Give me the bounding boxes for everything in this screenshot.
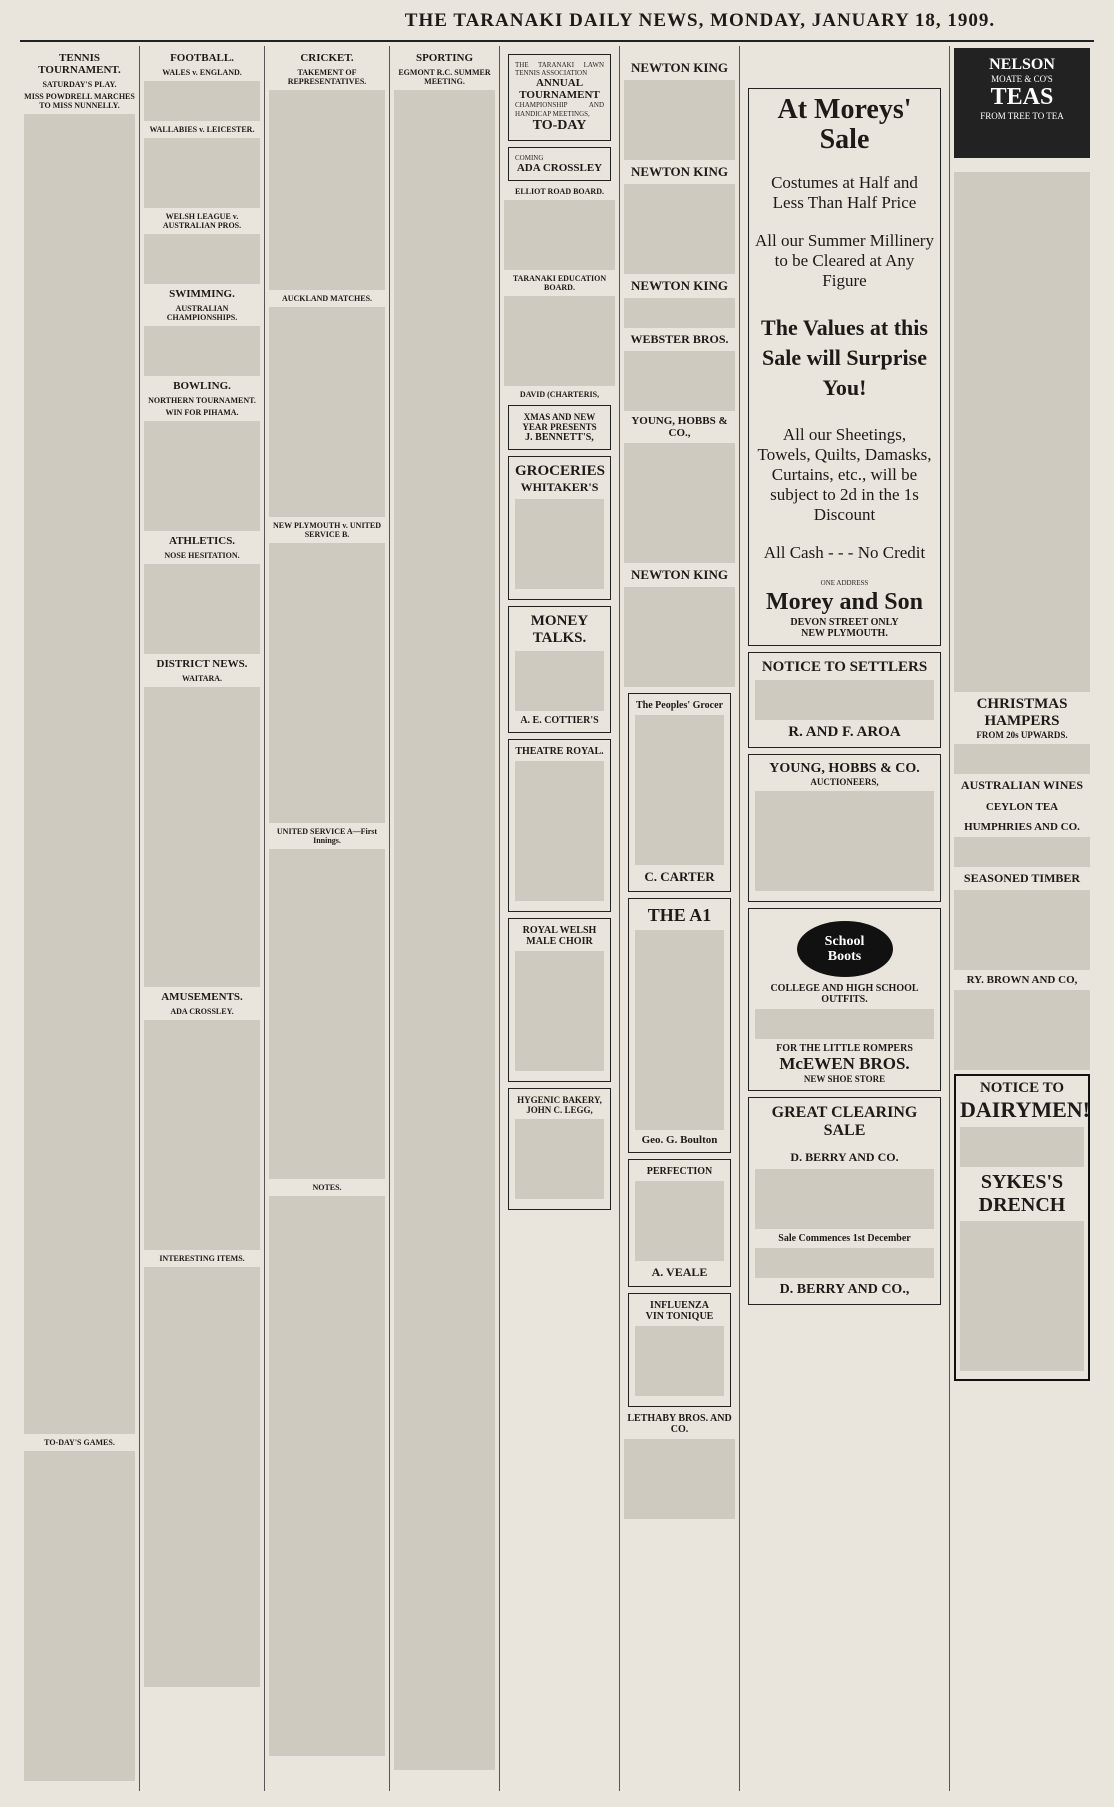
- ad-title: VIN TONIQUE: [645, 1311, 714, 1322]
- ad-title: SYKES'S: [980, 1171, 1064, 1193]
- ad-line: All Cash: [763, 543, 824, 562]
- ad-title: DAIRYMEN!: [960, 1097, 1090, 1122]
- ad-title: WHITAKER'S: [520, 480, 599, 495]
- body-text-block: [269, 90, 385, 290]
- column-cricket: [265, 46, 390, 1791]
- ad-title: C. CARTER: [644, 869, 715, 884]
- body-text-block: [635, 930, 724, 1130]
- body-text-block: [504, 296, 615, 386]
- column-football: [140, 46, 265, 1791]
- ad-title: Morey and Son: [766, 589, 923, 616]
- body-text-block: [635, 1326, 724, 1396]
- subhead: NEW PLYMOUTH v. UNITED SERVICE B.: [272, 521, 382, 539]
- body-text-block: [960, 1127, 1084, 1167]
- body-text-block: [624, 351, 735, 411]
- subhead: ADA CROSSLEY.: [170, 1007, 234, 1016]
- ad-title: PERFECTION: [646, 1166, 713, 1177]
- ad-title: R. AND F. AROA: [788, 724, 901, 741]
- body-text-block: [515, 499, 604, 589]
- ad-line: THE TARANAKI LAWN TENNIS ASSOCIATION: [515, 61, 604, 78]
- body-text-block: [755, 1009, 934, 1039]
- ad-title: ROYAL WELSH MALE CHOIR: [522, 925, 597, 948]
- body-text-block: [624, 80, 735, 160]
- ad-title: THE A1: [647, 905, 712, 925]
- theatre-royal-ad: [508, 739, 611, 912]
- young-hobbs-ad: [748, 754, 941, 902]
- body-text-block: [624, 184, 735, 274]
- body-text-block: [269, 543, 385, 823]
- ad-title: LETHABY BROS. AND CO.: [627, 1413, 732, 1435]
- column-tennis: [20, 46, 140, 1791]
- subhead: NORTHERN TOURNAMENT.: [148, 396, 256, 405]
- ad-title: At Moreys' Sale: [777, 94, 912, 155]
- ad-title: INFLUENZA: [650, 1300, 709, 1311]
- column-moreys-sale: [740, 46, 950, 1791]
- ad-title: The Peoples' Grocer: [635, 700, 724, 711]
- ad-title: JOHN C. LEGG,: [526, 1105, 593, 1116]
- body-text-block: [624, 1439, 735, 1519]
- ad-line: MOATE & CO'S: [991, 74, 1053, 84]
- ad-title: CEYLON TEA: [985, 801, 1059, 813]
- masthead-rule: [20, 40, 1094, 42]
- body-text-block: [144, 1267, 260, 1687]
- amusements-title: AMUSEMENTS.: [161, 991, 243, 1003]
- perfection-ad: [628, 1159, 731, 1287]
- body-text-block: [954, 837, 1090, 867]
- subhead: WALLABIES v. LEICESTER.: [149, 125, 255, 134]
- ad-line: No Credit: [857, 543, 926, 562]
- ad-title: NOTICE TO: [979, 1080, 1065, 1096]
- ad-line: FOR THE LITTLE ROMPERS: [776, 1043, 913, 1055]
- ad-line: CHAMPIONSHIP AND HANDICAP MEETINGS,: [515, 101, 604, 118]
- ad-line: COLLEGE AND HIGH SCHOOL OUTFITS.: [770, 983, 919, 1006]
- ad-title: ELLIOT ROAD BOARD.: [515, 187, 604, 197]
- ad-title: DRENCH: [978, 1194, 1066, 1216]
- body-text-block: [954, 890, 1090, 970]
- ad-line: DEVON STREET ONLY: [790, 617, 899, 629]
- ad-title: THEATRE ROYAL.: [515, 746, 604, 758]
- ad-title: SEASONED TIMBER: [963, 871, 1081, 885]
- ad-title: GROCERIES: [515, 463, 606, 480]
- tennis-headline: MISS POWDRELL MARCHES TO MISS NUNNELLY.: [24, 92, 135, 110]
- column-ads-3: [950, 46, 1094, 1791]
- badge-line: Boots: [827, 949, 862, 965]
- settlers-ad: [748, 652, 941, 748]
- body-text-block: [624, 443, 735, 563]
- body-text-block: [755, 1169, 934, 1229]
- tennis-subtitle: SATURDAY'S PLAY.: [42, 80, 117, 89]
- ad-title: A. E. COTTIER'S: [520, 715, 599, 727]
- body-text-block: [144, 687, 260, 987]
- ad-title: ADA CROSSLEY: [516, 162, 603, 175]
- football-title: FOOTBALL.: [170, 52, 234, 64]
- ad-title: HUMPHRIES AND CO.: [964, 821, 1080, 833]
- ad-title: NOTICE TO SETTLERS: [761, 659, 928, 676]
- body-text-block: [755, 680, 934, 720]
- ad-title: WEBSTER BROS.: [630, 332, 729, 346]
- subhead: NOSE HESITATION.: [164, 551, 240, 560]
- body-text-block: [960, 1221, 1084, 1371]
- body-text-block: [515, 761, 604, 901]
- body-text-block: [635, 1181, 724, 1261]
- ad-line: Costumes at Half and Less Than Half Price: [771, 173, 918, 212]
- ad-title: NEWTON KING: [631, 567, 728, 582]
- badge-line: School: [824, 934, 865, 950]
- ad-line: All our Summer Millinery to be Cleared at Any Figure: [755, 231, 934, 290]
- column-ads-1: [500, 46, 620, 1791]
- ad-title: NEWTON KING: [631, 278, 728, 293]
- body-text-block: [954, 990, 1090, 1070]
- welsh-choir-ad: [508, 918, 611, 1082]
- subhead: WALES v. ENGLAND.: [162, 68, 242, 77]
- ad-line: NEW PLYMOUTH.: [801, 628, 888, 640]
- ad-title: A. VEALE: [651, 1265, 708, 1279]
- influenza-ad: [628, 1293, 731, 1407]
- body-text-block: [755, 1248, 934, 1278]
- ad-title: D. BERRY AND CO.,: [779, 1282, 910, 1298]
- ad-line: FROM 20s UPWARDS.: [976, 730, 1068, 740]
- money-talks-ad: [508, 606, 611, 733]
- swimming-title: SWIMMING.: [169, 288, 235, 300]
- body-text-block: [755, 791, 934, 891]
- subhead: INTERESTING ITEMS.: [159, 1254, 245, 1263]
- body-text-block: [394, 90, 495, 1770]
- masthead: THE TARANAKI DAILY NEWS, MONDAY, JANUARY 18, 1909.: [404, 10, 996, 31]
- a1-stores-ad: [628, 898, 731, 1153]
- subhead: EGMONT R.C. SUMMER MEETING.: [398, 68, 491, 86]
- ad-line: All our Sheetings, Towels, Quilts, Damasks, Curtains, etc., will be subject to 2d in the 1s Discount: [757, 425, 932, 524]
- body-text-block: [624, 298, 735, 328]
- cricket-title: CRICKET.: [300, 52, 354, 64]
- subhead: AUSTRALIAN CHAMPIONSHIPS.: [166, 304, 238, 322]
- column-sporting: [390, 46, 500, 1791]
- ad-line: FROM TREE TO TEA: [980, 111, 1064, 121]
- column-ads-2: [620, 46, 740, 1791]
- ad-title: NEWTON KING: [631, 164, 728, 179]
- ad-title: RY. BROWN AND CO,: [966, 974, 1078, 986]
- body-text-block: [269, 307, 385, 517]
- ad-title: TEAS: [990, 84, 1054, 110]
- sporting-title: SPORTING: [415, 52, 474, 64]
- ad-title: DAVID (CHARTERIS,: [519, 390, 600, 400]
- body-text-block: [515, 1119, 604, 1199]
- ad-title: ANNUAL TOURNAMENT: [519, 77, 600, 102]
- ad-title: TO-DAY: [532, 117, 587, 133]
- subhead: WELSH LEAGUE v. AUSTRALIAN PROS.: [162, 212, 242, 230]
- body-text-block: [954, 744, 1090, 774]
- body-text-block: [144, 138, 260, 208]
- body-text-block: [515, 951, 604, 1071]
- body-text-block: [144, 326, 260, 376]
- body-text-block: [269, 1196, 385, 1756]
- subhead: UNITED SERVICE A—First Innings.: [276, 827, 378, 845]
- ad-line: Sale Commences 1st December: [778, 1233, 911, 1245]
- moreys-sale-ad: At Moreys' Sale Costumes at Half and Less Than Half Price All our Summer Millinery to be Cleared at Any Figure The Values at this Sale will Surprise You! All our Sheetings, Towels, Quilts, Damasks, Curtains, etc., will be subject to 2d in the 1s Discount All Cash - - - No Credit ONE ADDRESS Morey and Son DEVON STREET ONLY NEW PLYMOUTH.: [748, 88, 941, 646]
- school-boots-ad: [748, 908, 941, 1091]
- tea-logo: [954, 48, 1090, 158]
- ad-title: Geo. G. Boulton: [641, 1134, 718, 1146]
- body-text-block: [24, 114, 135, 1434]
- classified-ads-block: [954, 172, 1090, 692]
- bowling-title: BOWLING.: [173, 380, 231, 392]
- ad-title: J. BENNETT'S,: [525, 432, 594, 444]
- body-text-block: [624, 587, 735, 687]
- ad-title: The Values at this Sale will Surprise You!: [761, 315, 928, 400]
- ad-title: D. BERRY AND CO.: [790, 1150, 899, 1165]
- ad-title: YOUNG, HOBBS & CO.,: [631, 415, 728, 439]
- subhead: AUCKLAND MATCHES.: [281, 294, 373, 303]
- school-boots-badge: [797, 921, 893, 977]
- tennis-todays-games: TO-DAY'S GAMES.: [44, 1438, 115, 1447]
- subhead: TAKEMENT OF REPRESENTATIVES.: [287, 68, 367, 86]
- bakery-ad: [508, 1088, 611, 1210]
- ad-title: YOUNG, HOBBS & CO.: [769, 761, 920, 777]
- tea-ad: [954, 48, 1090, 168]
- subhead: NOTES.: [312, 1183, 342, 1192]
- district-news-title: DISTRICT NEWS.: [156, 658, 248, 670]
- ad-title: XMAS AND NEW YEAR PRESENTS: [522, 412, 597, 433]
- tennis-tournament-ad: [508, 54, 611, 141]
- body-text-block: [24, 1451, 135, 1781]
- body-text-block: [504, 200, 615, 270]
- peoples-grocer-ad: [628, 693, 731, 892]
- subhead: WIN FOR PIHAMA.: [165, 408, 239, 417]
- body-text-block: [144, 81, 260, 121]
- ad-title: GREAT CLEARING SALE: [771, 1104, 918, 1140]
- ad-title: CHRISTMAS HAMPERS: [976, 696, 1068, 729]
- ad-title: McEWEN BROS.: [779, 1054, 910, 1074]
- athletics-title: ATHLETICS.: [168, 535, 236, 547]
- body-text-block: [635, 715, 724, 865]
- groceries-ad: [508, 456, 611, 600]
- ad-title: AUSTRALIAN WINES: [960, 778, 1084, 792]
- body-text-block: [144, 1020, 260, 1250]
- clearing-sale-ad: [748, 1097, 941, 1305]
- body-text-block: [144, 234, 260, 284]
- ad-line: COMING: [515, 153, 544, 162]
- scorecard-block: [269, 849, 385, 1179]
- ad-title: MONEY TALKS.: [530, 613, 589, 647]
- body-text-block: [144, 564, 260, 654]
- ada-crossley-ad: [508, 147, 611, 181]
- ad-line: NEW SHOE STORE: [803, 1074, 886, 1085]
- body-text-block: [144, 421, 260, 531]
- subhead: WAITARA.: [181, 674, 223, 683]
- dairymen-ad: [954, 1074, 1090, 1381]
- ad-line: AUCTIONEERS,: [810, 777, 879, 788]
- ad-title: NELSON: [989, 56, 1055, 73]
- ad-title: TARANAKI EDUCATION BOARD.: [512, 274, 607, 293]
- body-text-block: [515, 651, 604, 711]
- tennis-title: TENNIS TOURNAMENT.: [38, 52, 121, 76]
- ad-line: ONE ADDRESS: [820, 579, 869, 587]
- xmas-presents-ad: [508, 405, 611, 450]
- ad-title: HYGENIC BAKERY,: [517, 1095, 602, 1106]
- ad-title: NEWTON KING: [631, 60, 728, 75]
